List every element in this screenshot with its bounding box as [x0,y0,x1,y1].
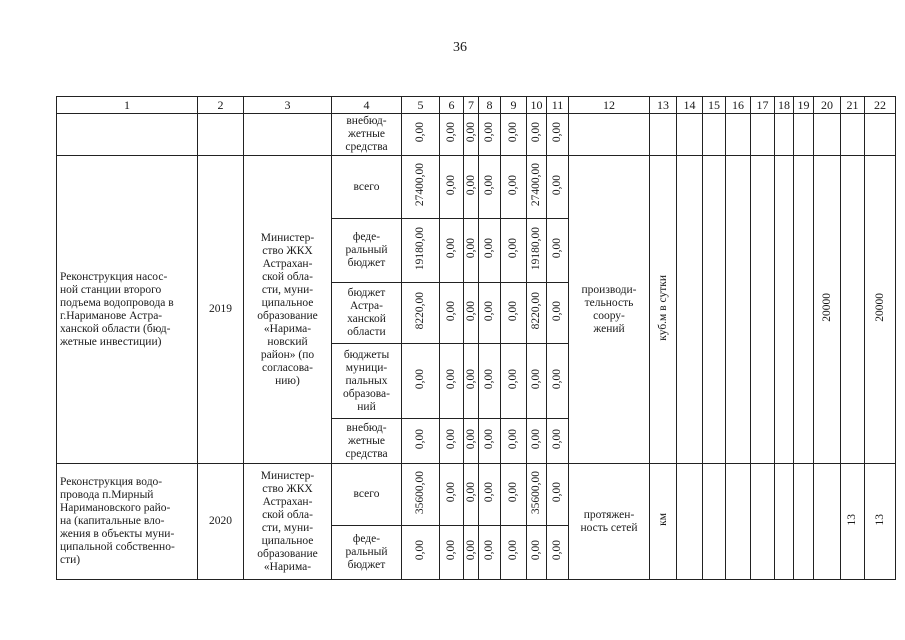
empty-cell [814,464,841,580]
funding-source-text: всего [353,488,380,500]
funding-source [332,283,402,344]
amount-cell [547,114,569,156]
column-header-text: 22 [874,97,886,112]
amount-cell-text: 0,00 [551,368,563,390]
amount-cell-text: 0,00 [530,368,542,390]
amount-cell [501,526,527,580]
column-header-text: 2 [217,97,224,112]
amount-cell [479,419,501,464]
column-header [479,97,501,114]
amount-cell [547,419,569,464]
amount-cell [501,344,527,419]
amount-cell [479,344,501,419]
amount-cell-text: 0,00 [483,540,495,561]
column-header-text: 4 [363,97,370,112]
column-header-text: 3 [284,97,291,112]
amount-cell-text: 0,00 [464,368,477,390]
empty-cell [703,464,726,580]
amount-cell [479,156,501,219]
amount-cell [527,219,547,283]
indicator-name-text: протяжен- ность сетей [580,508,638,534]
amount-cell-text: 0,00 [507,428,519,450]
indicator-value-21 [841,464,865,580]
amount-cell [402,219,440,283]
amount-cell-text: 19180,00 [414,226,426,271]
empty-cell [814,114,841,156]
column-header [244,97,332,114]
amount-cell [402,419,440,464]
amount-cell-text: 0,00 [445,300,457,322]
amount-cell-text: 0,00 [551,238,563,259]
column-header-text: 9 [510,97,517,112]
amount-cell-text: 0,00 [483,482,495,503]
funding-source [332,419,402,464]
empty-cell [794,464,814,580]
funding-source-text: всего [353,180,380,193]
amount-cell [527,114,547,156]
column-header [464,97,479,114]
column-header [726,97,751,114]
amount-cell [527,156,547,219]
amount-cell-text: 8220,00 [414,292,426,330]
indicator-name [569,464,650,580]
column-header [794,97,814,114]
empty-cell [198,114,244,156]
project-year [198,156,244,464]
amount-cell [479,283,501,344]
amount-cell [479,219,501,283]
amount-cell-text: 0,00 [414,368,426,390]
amount-cell [440,219,464,283]
amount-cell [527,526,547,580]
amount-cell-text: 0,00 [445,540,457,561]
column-header [814,97,841,114]
amount-cell-text: 0,00 [483,238,495,259]
column-header-text: 6 [448,97,455,112]
amount-cell-text: 0,00 [551,540,563,561]
column-header [841,97,865,114]
indicator-name [569,156,650,464]
column-header-text: 8 [486,97,493,112]
funding-source-text: феде- ральный бюджет [345,533,388,571]
amount-cell-text: 0,00 [551,300,563,322]
empty-cell [751,114,775,156]
amount-cell-text: 0,00 [530,428,542,450]
amount-cell [547,464,569,526]
indicator-value-20-text: 20000 [820,293,833,322]
indicator-value-21-text: 13 [846,513,858,526]
empty-cell [865,114,896,156]
amount-cell [440,114,464,156]
column-header-text: 21 [846,97,859,112]
empty-cell [677,464,703,580]
column-header-text: 7 [468,97,474,112]
amount-cell [464,114,479,156]
indicator-value-22-text: 20000 [873,293,886,322]
table-row [57,114,896,156]
amount-cell [547,526,569,580]
amount-cell [479,526,501,580]
project-year-text: 2019 [209,303,232,315]
amount-cell [479,464,501,526]
amount-cell-text: 0,00 [551,122,563,143]
amount-cell [479,114,501,156]
funding-source [332,344,402,419]
amount-cell-text: 19180,00 [530,226,542,271]
amount-cell-text: 0,00 [464,300,477,322]
project-executor-text: Министер- ство ЖКХ Астрахан- ской обла- сти, муни- ципальное образование «Нарима- новский район» (по согласова- нию) [257,231,318,387]
empty-cell [677,114,703,156]
funding-source [332,114,402,156]
amount-cell [402,464,440,526]
amount-cell-text: 0,00 [483,300,495,322]
funding-source [332,219,402,283]
indicator-value-22-text: 13 [873,513,886,526]
amount-cell-text: 0,00 [464,482,477,503]
amount-cell [464,156,479,219]
indicator-value-22 [865,464,896,580]
amount-cell-text: 0,00 [445,482,457,503]
amount-cell-text: 0,00 [551,482,563,503]
funding-source-text: внебюд- жетные средства [345,421,388,460]
empty-cell [244,114,332,156]
table-row [57,464,896,526]
column-header [402,97,440,114]
column-header-text: 19 [797,97,810,112]
column-header-text: 17 [756,97,769,112]
empty-cell [677,156,703,464]
funding-source-text: внебюд- жетные средства [345,115,388,153]
amount-cell-text: 0,00 [445,368,457,390]
amount-cell [464,344,479,419]
project-name [57,156,198,464]
column-header-text: 15 [708,97,720,112]
amount-cell-text: 0,00 [445,174,457,196]
column-header [501,97,527,114]
funding-source [332,526,402,580]
amount-cell [501,156,527,219]
page-number: 36 [453,40,467,55]
column-header-text: 10 [530,97,543,112]
column-header [569,97,650,114]
funding-source-text: бюджеты муници- пальных образова- ний [343,348,390,413]
amount-cell-text: 0,00 [530,540,542,561]
amount-cell [501,419,527,464]
empty-cell [650,114,677,156]
empty-cell [794,156,814,464]
column-header-text: 18 [778,97,790,112]
project-year [198,464,244,580]
column-header [57,97,198,114]
empty-cell [726,114,751,156]
funding-source [332,156,402,219]
empty-cell [794,114,814,156]
amount-cell [527,464,547,526]
empty-cell [775,114,794,156]
amount-cell-text: 0,00 [507,300,519,322]
column-header [198,97,244,114]
empty-cell [726,464,751,580]
column-header [703,97,726,114]
empty-cell [726,156,751,464]
amount-cell-text: 0,00 [507,540,519,561]
amount-cell-text: 0,00 [445,238,457,259]
column-header-text: 5 [417,97,424,112]
column-number-row [57,97,896,114]
amount-cell [440,344,464,419]
amount-cell [547,283,569,344]
column-header-text: 14 [683,97,696,112]
amount-cell-text: 0,00 [551,174,563,196]
amount-cell [527,283,547,344]
funding-source-text: феде- ральный бюджет [345,231,388,269]
column-header-text: 12 [603,97,615,112]
project-year-text: 2020 [209,515,232,527]
empty-cell [775,156,794,464]
amount-cell [501,219,527,283]
amount-cell [402,526,440,580]
amount-cell [501,464,527,526]
amount-cell [402,114,440,156]
empty-cell [751,156,775,464]
amount-cell-text: 0,00 [464,540,477,561]
amount-cell [464,526,479,580]
column-header [650,97,677,114]
column-header [865,97,896,114]
project-executor-text: Министер- ство ЖКХ Астрахан- ской обла- сти, муни- ципальное образование «Нарима- [257,469,318,573]
indicator-unit [650,156,677,464]
empty-cell [569,114,650,156]
funding-source [332,464,402,526]
funding-source-text: бюджет Астра- ханской области [347,287,386,338]
amount-cell-text: 27400,00 [530,163,542,207]
column-header-text: 13 [657,97,669,112]
amount-cell [501,114,527,156]
column-header-text: 1 [124,97,130,112]
amount-cell [547,219,569,283]
column-header [677,97,703,114]
amount-cell-text: 0,00 [445,428,457,450]
amount-cell-text: 0,00 [483,428,495,450]
amount-cell-text: 0,00 [507,368,519,390]
indicator-name-text: производи- тельность соору- жений [581,283,637,335]
amount-cell [440,283,464,344]
column-header-text: 20 [821,97,833,112]
column-header [440,97,464,114]
column-header [332,97,402,114]
amount-cell-text: 0,00 [551,428,563,450]
amount-cell-text: 0,00 [464,174,477,196]
amount-cell-text: 27400,00 [414,163,426,207]
amount-cell-text: 0,00 [414,428,426,450]
amount-cell-text: 0,00 [507,482,519,503]
column-header [547,97,569,114]
amount-cell [464,219,479,283]
amount-cell-text: 0,00 [414,540,426,561]
table-row [57,156,896,219]
amount-cell [464,419,479,464]
amount-cell-text: 0,00 [507,174,519,196]
indicator-value-22 [865,156,896,464]
amount-cell-text: 0,00 [414,122,426,143]
amount-cell [501,283,527,344]
column-header [775,97,794,114]
amount-cell [464,283,479,344]
empty-cell [775,464,794,580]
empty-cell [841,114,865,156]
indicator-unit-text: км [656,513,669,526]
empty-cell [841,156,865,464]
empty-cell [703,156,726,464]
amount-cell [402,156,440,219]
empty-cell [57,114,198,156]
project-name-text: Реконструкция насос- ной станции второго подъема водопровода в г.Нариманове Астра- ханской области (бюд- жетные инвестиции) [60,270,174,348]
indicator-value-20 [814,156,841,464]
amount-cell-text: 0,00 [445,122,457,143]
column-header [527,97,547,114]
amount-cell-text: 0,00 [507,238,519,259]
amount-cell-text: 0,00 [464,428,477,450]
indicator-unit [650,464,677,580]
amount-cell [547,156,569,219]
amount-cell-text: 35600,00 [530,470,542,515]
amount-cell [402,283,440,344]
investment-table [56,96,896,580]
amount-cell-text: 35600,00 [414,470,426,515]
amount-cell-text: 8220,00 [530,292,542,330]
amount-cell-text: 0,00 [464,122,477,143]
amount-cell-text: 0,00 [483,174,495,196]
amount-cell [440,419,464,464]
amount-cell-text: 0,00 [530,122,542,143]
amount-cell [527,344,547,419]
amount-cell [440,156,464,219]
project-executor [244,156,332,464]
project-name [57,464,198,580]
amount-cell [547,344,569,419]
column-header-text: 11 [551,97,564,112]
amount-cell-text: 0,00 [464,238,477,259]
amount-cell [402,344,440,419]
amount-cell-text: 0,00 [507,122,519,143]
amount-cell [440,464,464,526]
amount-cell [527,419,547,464]
amount-cell-text: 0,00 [483,368,495,390]
empty-cell [703,114,726,156]
indicator-unit-text: куб.м в сутки [656,274,669,341]
column-header-text: 16 [732,97,744,112]
project-executor [244,464,332,580]
column-header [751,97,775,114]
amount-cell [440,526,464,580]
project-name-text: Реконструкция водо- провода п.Мирный Наримановского райо- на (капитальные вло- жения в объекты муни- ципальной собственно- сти) [60,476,175,566]
empty-cell [751,464,775,580]
amount-cell [464,464,479,526]
amount-cell-text: 0,00 [483,122,495,143]
